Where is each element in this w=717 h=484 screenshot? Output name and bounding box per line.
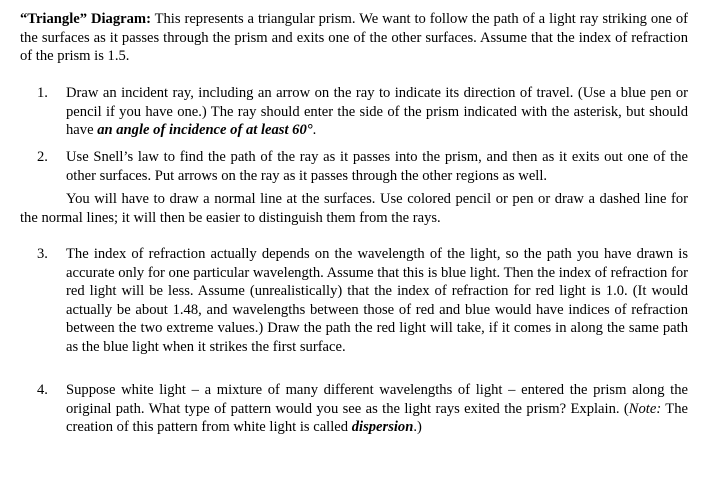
note-label: Note: xyxy=(628,400,662,417)
list-item-text xyxy=(66,381,688,437)
intro-title: “Triangle” Diagram: xyxy=(20,11,151,27)
list-item-number: 2. xyxy=(37,149,48,165)
list-item-text: The index of refraction actually depends on the wavelength of the light, so the path you have drawn is accurate only for one particular wavelength. Assume that this is blue light. Then the index of refraction for red light will be less. Assume (unrealistically) that the index of refraction for red light is 1.0. (It would actually be about 1.48, and wavelengths between those of red and blue would have indices of refraction between the two extreme values.) Draw the path the red light will take, if it comes in along the same path as the blue light when it strikes the first surface. xyxy=(66,246,688,355)
item-1-period: . xyxy=(312,122,317,139)
normal-lines-paragraph: You will have to draw a normal line at the surfaces. Use colored pencil or pen or draw a dashed line for the normal lines; it will then be easier to distinguish them from the rays. xyxy=(20,191,688,226)
list-item-text xyxy=(66,84,688,140)
angle-of-incidence-emphasis: an angle of incidence of at least 60° xyxy=(97,122,313,139)
item-4-text: Suppose white light – a mixture of many different wavelengths of light – entered the prism along the original path. What type of pattern would you see as the light rays exited the prism? Explain. ( xyxy=(66,382,688,417)
list-item-text: Use Snell’s law to find the path of the ray as it passes into the prism, and then as it exits out one of the other surfaces. Put arrows on the ray as it passes through the other regions as well. xyxy=(66,149,688,184)
list-item-2 xyxy=(37,148,688,185)
list-item-number: 4. xyxy=(37,382,48,398)
list-item-1 xyxy=(37,84,688,140)
intro-paragraph xyxy=(20,10,688,66)
list-item-number: 1. xyxy=(37,85,48,101)
list-item-4 xyxy=(37,381,688,437)
item-4-text-continued: The creation of this pattern from white light is called xyxy=(66,400,688,436)
list-item-3 xyxy=(37,245,688,357)
item-1-text: Draw an incident ray, including an arrow on the ray to indicate its direction of travel. (Use a blue pen or pencil if you have one.) The ray should enter the side of the prism indicated with the asterisk, but should have xyxy=(66,85,688,139)
dispersion-emphasis: dispersion xyxy=(351,419,414,436)
item-4-closing: .) xyxy=(413,419,422,436)
list-item-number: 3. xyxy=(37,246,48,262)
intro-body: This represents a triangular prism. We want to follow the path of a light ray striking one of the surfaces as it passes through the prism and exits one of the other surfaces. Assume that the index of refraction of the prism is 1.5. xyxy=(20,11,688,65)
